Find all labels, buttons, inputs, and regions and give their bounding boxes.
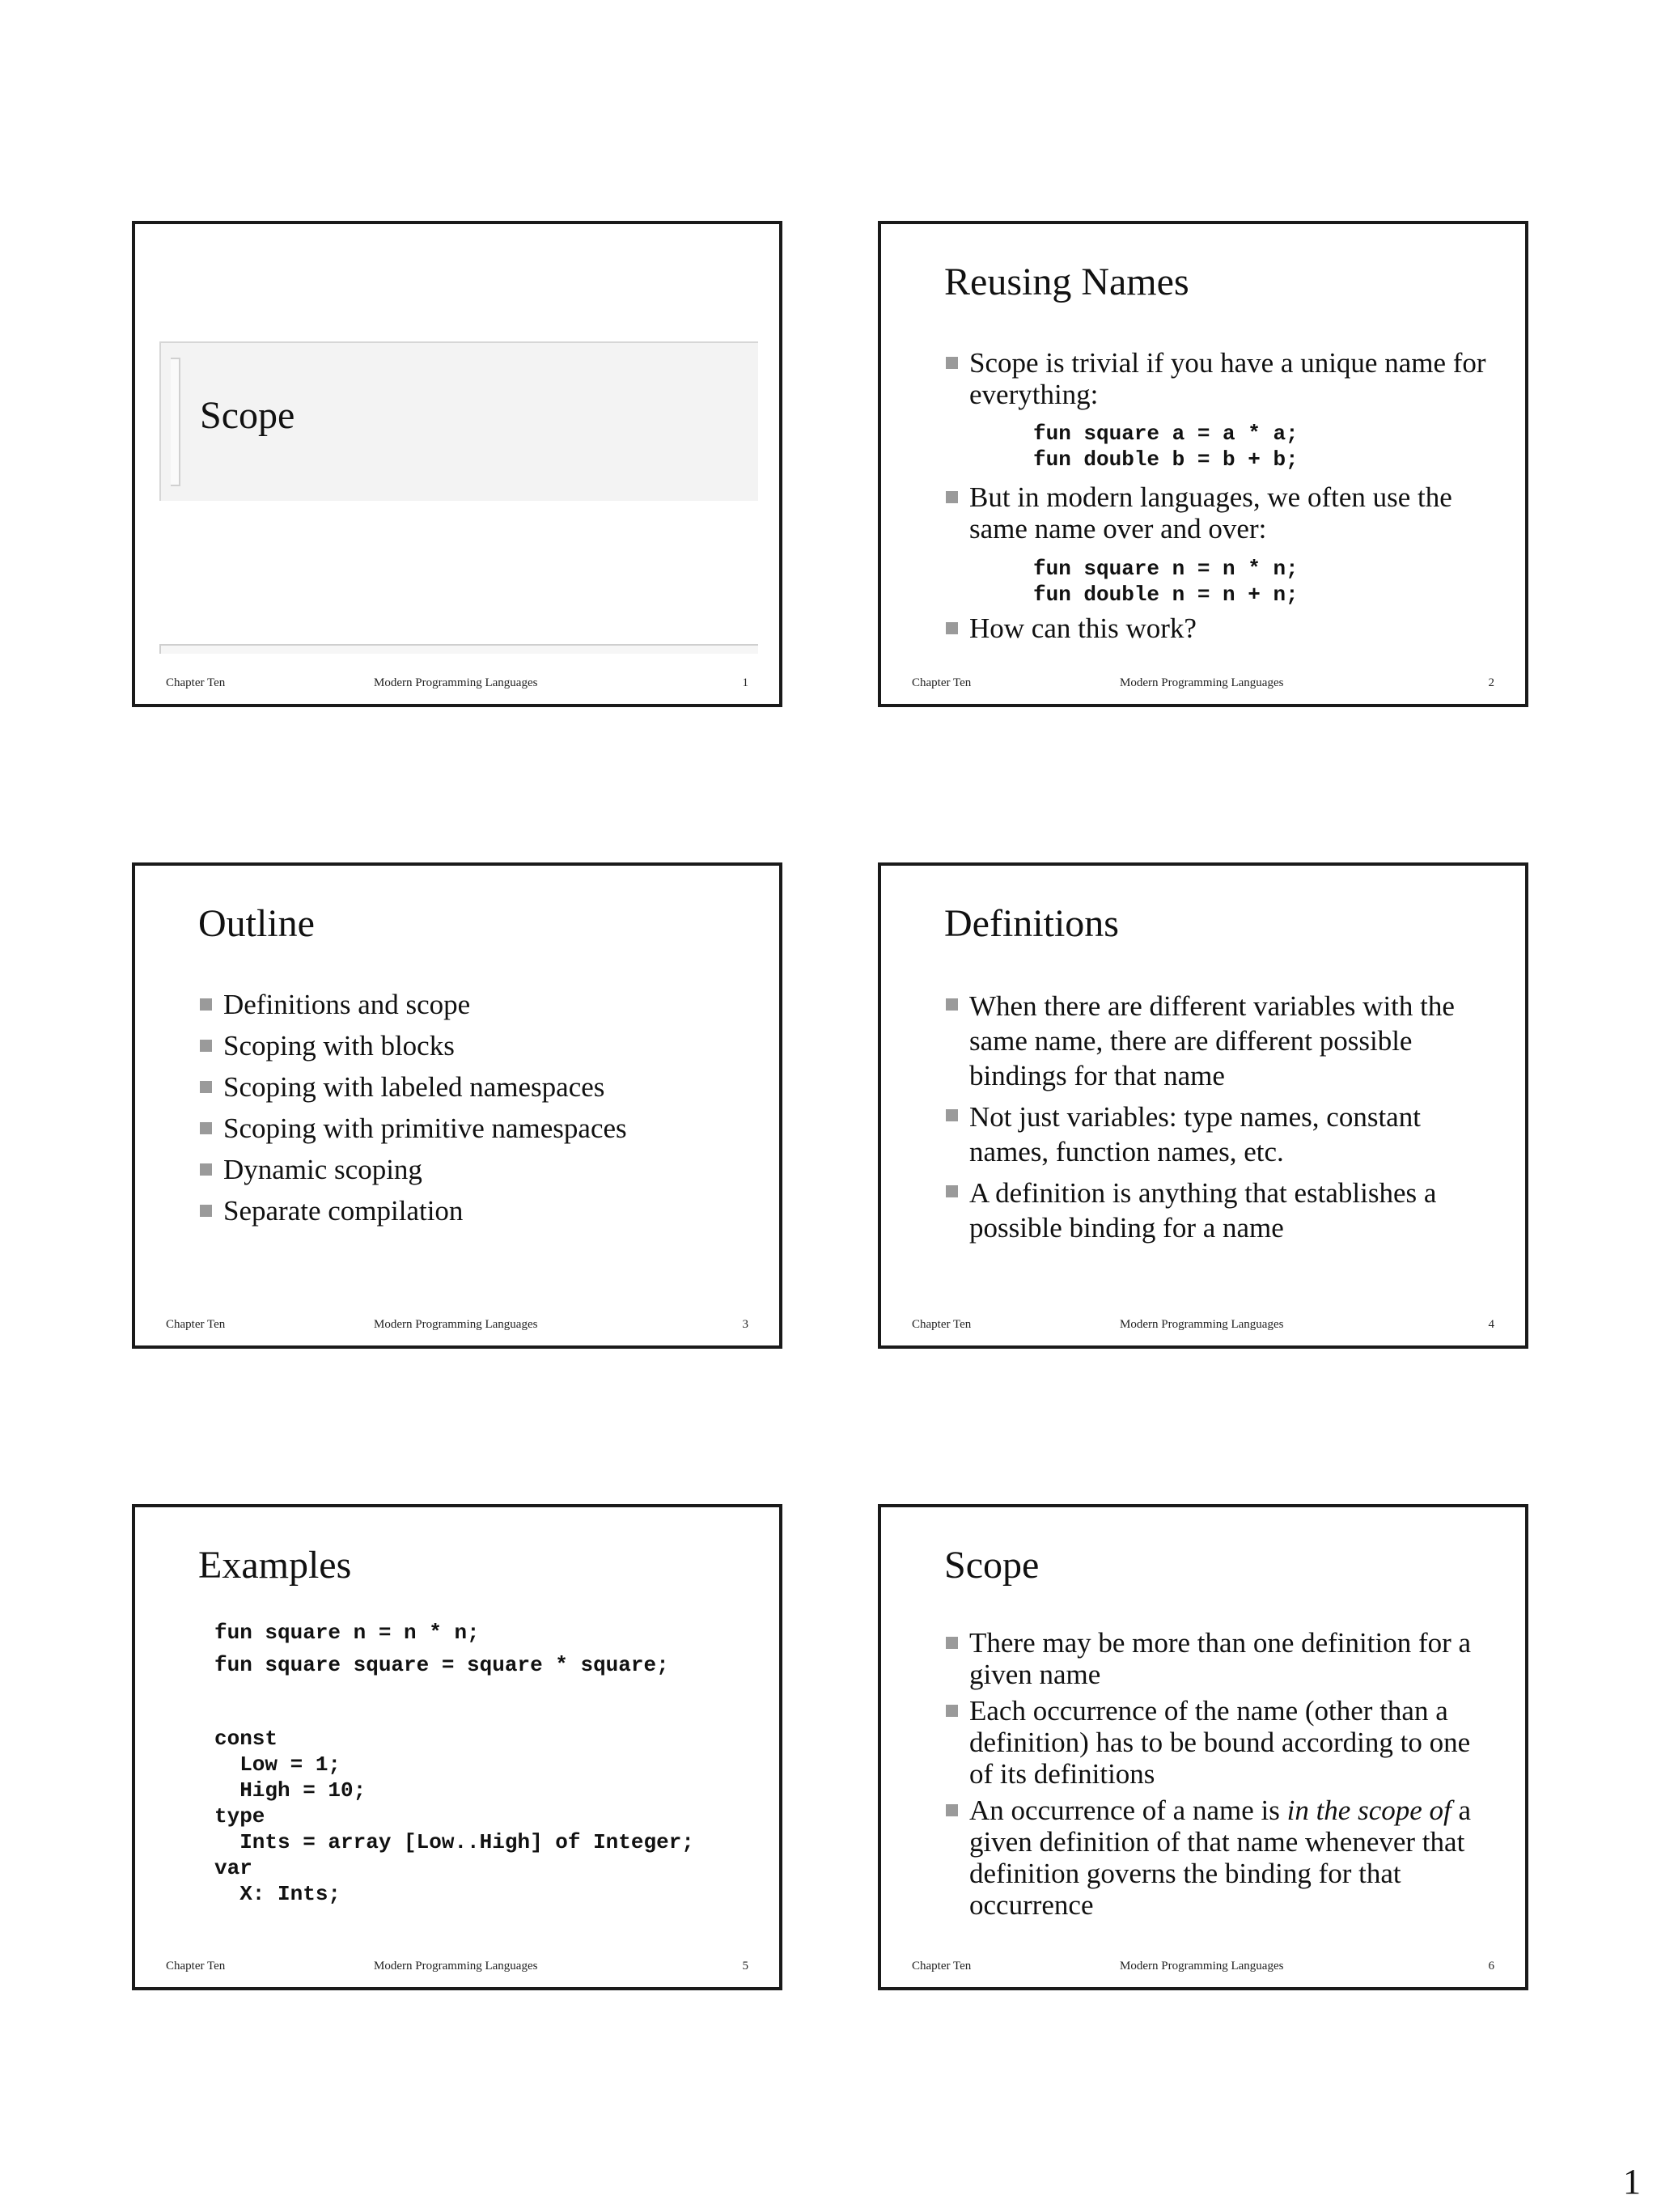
slide-number: 3 [742, 1318, 748, 1331]
list-item: A definition is anything that establishes a possible binding for a name [944, 1176, 1501, 1245]
slide-4 [878, 862, 1528, 1349]
footer-chapter: Chapter Ten [166, 676, 226, 689]
footer-chapter: Chapter Ten [166, 1318, 226, 1331]
footer-book: Modern Programming Languages [374, 1960, 538, 1973]
slide-footer [881, 1960, 1525, 1976]
divider [159, 644, 758, 654]
bullet-square-icon [946, 1637, 958, 1649]
list-item: But in modern languages, we often use the same name over and over: [944, 481, 1501, 545]
bullet-list [198, 989, 755, 1227]
slide-number: 6 [1488, 1960, 1494, 1973]
footer-chapter: Chapter Ten [912, 676, 972, 689]
list-item: When there are different variables with the same name, there are different possible bindings for that name [944, 989, 1501, 1093]
bullet-square-icon [200, 1163, 212, 1176]
slide-title: Examples [198, 1544, 352, 1587]
footer-chapter: Chapter Ten [912, 1960, 972, 1973]
code-block: fun square n = n * n; fun double n = n + n; [1033, 557, 1299, 607]
list-item: Each occurrence of the name (other than a definition) has to be bound according to one of its definitions [944, 1695, 1501, 1790]
list-item: There may be more than one definition for a given name [944, 1627, 1501, 1690]
slide-footer [135, 1960, 779, 1976]
bullet-square-icon [946, 622, 958, 634]
slide-number: 4 [1488, 1318, 1494, 1331]
title-panel [159, 341, 758, 501]
slide-2 [878, 221, 1528, 707]
emphasis: in the scope of [1286, 1795, 1451, 1826]
bullet-list [944, 347, 1501, 410]
bullet-square-icon [946, 1804, 958, 1816]
footer-book: Modern Programming Languages [374, 676, 538, 689]
list-item: An occurrence of a name is in the scope of a given definition of that name whenever that definition governs the binding for that occurrence [944, 1795, 1501, 1921]
list-item: Scoping with primitive namespaces [198, 1112, 755, 1144]
bullet-list [944, 481, 1501, 545]
bullet-square-icon [946, 357, 958, 369]
footer-book: Modern Programming Languages [1120, 1318, 1284, 1331]
slide-title: Reusing Names [944, 261, 1189, 303]
list-item: Definitions and scope [198, 989, 755, 1020]
code-block: fun square n = n * n; fun square square = square * square; [214, 1621, 669, 1677]
bullet-list [944, 1627, 1501, 1921]
bullet-square-icon [200, 1205, 212, 1217]
slide-footer [135, 1318, 779, 1334]
bullet-square-icon [200, 1122, 212, 1134]
footer-book: Modern Programming Languages [1120, 676, 1284, 689]
list-item: Scoping with labeled namespaces [198, 1071, 755, 1103]
bullet-square-icon [946, 1109, 958, 1121]
slide-title: Scope [944, 1544, 1040, 1587]
bullet-square-icon [946, 491, 958, 503]
bullet-square-icon [200, 1040, 212, 1052]
bullet-square-icon [946, 998, 958, 1011]
list-item: How can this work? [944, 612, 1501, 644]
list-item: Dynamic scoping [198, 1154, 755, 1185]
code-block: const Low = 1; High = 10; type Ints = array [Low..High] of Integer; var X: Ints; [214, 1727, 694, 1906]
slide-number: 2 [1488, 676, 1494, 689]
slide-title: Outline [198, 902, 315, 945]
bullet-list [944, 989, 1501, 1245]
footer-chapter: Chapter Ten [166, 1960, 226, 1973]
bullet-square-icon [200, 1081, 212, 1093]
slide-footer [881, 1318, 1525, 1334]
page-number: 1 [1623, 2162, 1641, 2201]
slide-number: 1 [742, 676, 748, 689]
slide-footer [881, 676, 1525, 693]
bullet-square-icon [200, 998, 212, 1011]
title-accent-bar [171, 358, 180, 486]
slide-title: Definitions [944, 902, 1119, 945]
footer-book: Modern Programming Languages [374, 1318, 538, 1331]
footer-book: Modern Programming Languages [1120, 1960, 1284, 1973]
slide-title: Scope [200, 394, 295, 437]
slide-footer [135, 676, 779, 693]
slide-5 [132, 1504, 782, 1990]
list-item: Separate compilation [198, 1195, 755, 1227]
bullet-list [944, 612, 1501, 644]
code-block: fun square a = a * a; fun double b = b + b; [1033, 422, 1299, 472]
bullet-square-icon [946, 1705, 958, 1717]
slide-3 [132, 862, 782, 1349]
slide-6 [878, 1504, 1528, 1990]
list-item: Not just variables: type names, constant names, function names, etc. [944, 1100, 1501, 1169]
list-item: Scoping with blocks [198, 1030, 755, 1062]
list-item: Scope is trivial if you have a unique name for everything: [944, 347, 1501, 410]
bullet-square-icon [946, 1185, 958, 1197]
slide-number: 5 [742, 1960, 748, 1973]
slide-1 [132, 221, 782, 707]
footer-chapter: Chapter Ten [912, 1318, 972, 1331]
